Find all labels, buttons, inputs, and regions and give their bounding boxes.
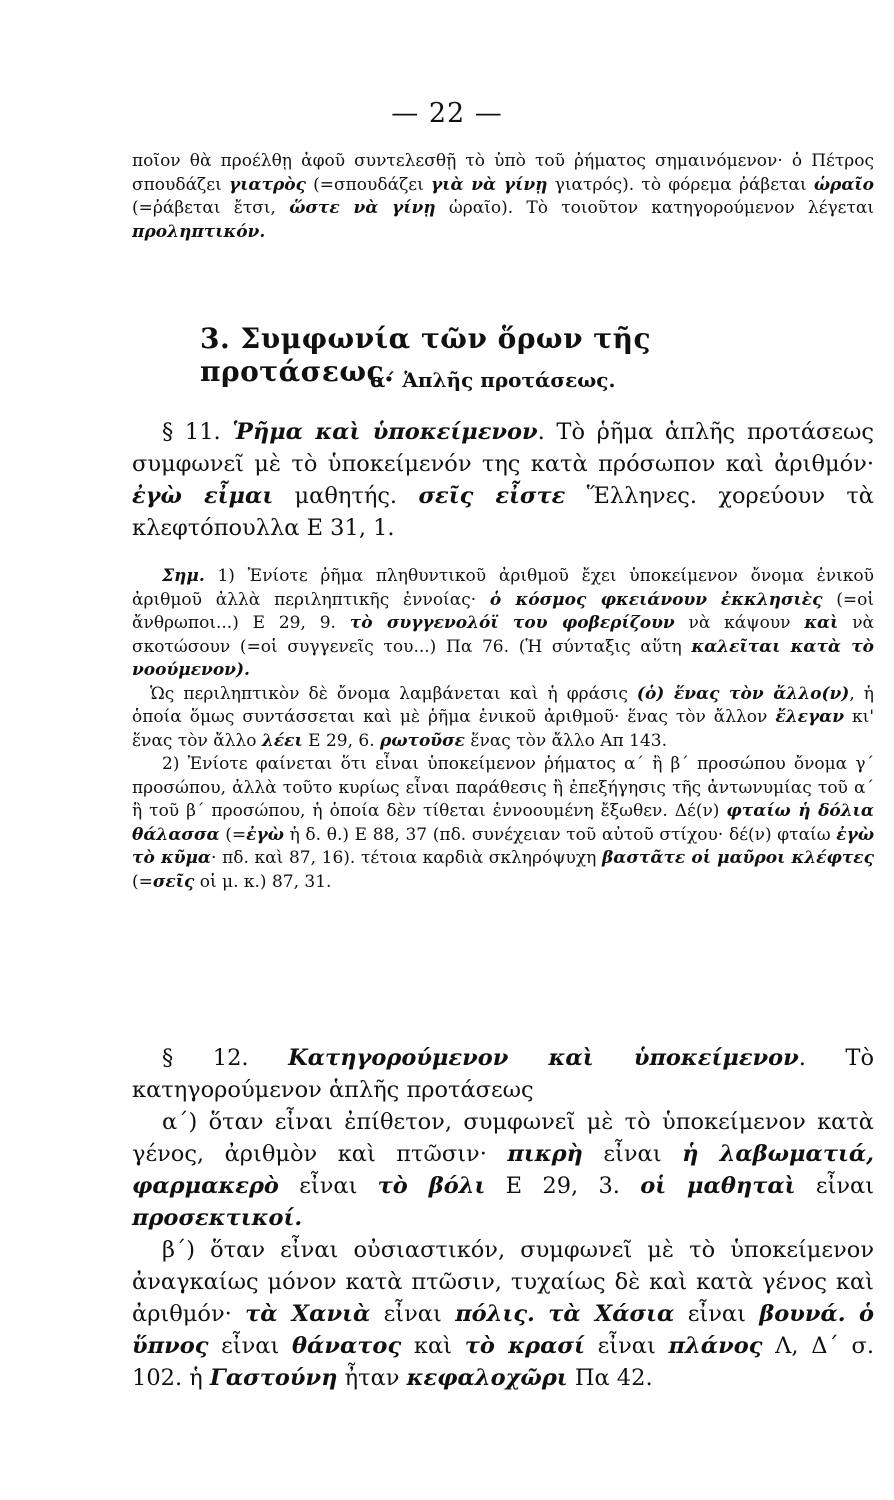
- section-mark: § 11.: [162, 419, 233, 445]
- text-run: εἶναι: [795, 1173, 875, 1199]
- paragraph-12-text: [132, 1042, 874, 1106]
- bold-phrase: πικρὴ: [507, 1141, 583, 1167]
- text-run: (=οἱ ἄνθρωποι...) Ε 29, 9.: [132, 589, 875, 633]
- bold-phrase: ρωτοῦσε: [380, 730, 465, 751]
- text-run: Λ, Δ΄ σ. 102. ἡ: [132, 1333, 875, 1391]
- text-run: · πδ. καὶ 87, 16). τέτοια καρδιὰ σκληρόψυχη: [211, 848, 603, 868]
- text-run: ἡ δ. θ.) Ε 88, 37 (πδ. συνέχειαν τοῦ αὐτοῦ στίχου· δέ(ν) φταίω: [283, 824, 837, 845]
- bold-phrase: καλεῖται κατὰ τὸ νοούμενον).: [132, 636, 874, 680]
- text-run: [846, 1301, 859, 1327]
- text-run: 2) Ἐνίοτε φαίνεται ὅτι εἶναι ὑποκείμενον ῥήματος α΄ ἢ β΄ προσώπου ὄνομα γ΄ προσώπου, ἀλλὰ τοῦτο κυρίως εἶναι παράθεσις ἢ ἐπεξήγησις τῆς ἀντωνυμίας τοῦ α΄ ἢ τοῦ β΄ προσώπου, ἡ ὁποία δὲν τίθεται ἐννοουμένη ἔξωθεν. Δέ(ν): [132, 754, 874, 821]
- text-run: Πα 42.: [567, 1365, 653, 1391]
- text-run: εἶναι: [674, 1301, 760, 1327]
- bold-phrase: πόλις.: [455, 1301, 535, 1327]
- text-run: [707, 590, 721, 610]
- bold-phrase: οἱ μαθηταὶ: [640, 1173, 796, 1199]
- text-run: (=: [132, 871, 153, 892]
- text-run: Ε 29, 3.: [485, 1173, 641, 1199]
- bold-phrase: ἐκκλησιὲς: [720, 589, 823, 610]
- text-run: μαθητής.: [273, 483, 419, 509]
- bold-phrase: τὰ Χάσια: [548, 1301, 675, 1327]
- text-run: (=: [219, 824, 247, 845]
- note-2: [132, 753, 874, 894]
- bold-phrase: τὰ Χανιὰ: [245, 1301, 371, 1327]
- bold-phrase: σεῖς εἶστε: [418, 483, 566, 509]
- text-run: νὰ κάψουν: [674, 613, 805, 633]
- bold-phrase: ἡ λαβωματιά, φαρμακερὸ: [132, 1141, 875, 1199]
- bold-phrase: ὁ ὕπνος: [132, 1301, 874, 1359]
- bold-phrase: ὁ κόσμος φκειάνουν: [489, 589, 708, 610]
- paragraph-12-b: [132, 1234, 874, 1394]
- text-run: ἦταν: [337, 1365, 407, 1391]
- bold-phrase: κεφαλοχῶρι: [406, 1365, 568, 1391]
- text-run: κι' ἕνας τὸν ἄλλο: [132, 707, 875, 751]
- text-run: β΄) ὅταν εἶναι οὐσιαστικόν, συμφωνεῖ μὲ τὸ ὑποκείμενον ἀναγκαίως μόνον κατὰ πτῶσιν, τυχαίως δὲ καὶ κατὰ γένος καὶ ἀριθμόν·: [132, 1237, 874, 1327]
- bold-phrase: τὸ κρασί: [464, 1333, 585, 1359]
- page-number: — 22 —: [391, 98, 503, 129]
- intro-text: [132, 150, 874, 244]
- text-run: (=σπουδάζει: [305, 174, 431, 195]
- bold-phrase: Κατηγορούμενον καὶ ὑποκείμενον: [288, 1045, 799, 1071]
- text-run: εἶναι: [584, 1333, 669, 1359]
- intro-paragraph: [132, 150, 874, 244]
- paragraph-11-text: [132, 416, 874, 544]
- text-run: . Τὸ ῥῆμα ἁπλῆς προτάσεως συμφωνεῖ μὲ τὸ ὑποκείμενόν της κατὰ πρόσωπον καὶ ἀριθμόν·: [132, 419, 874, 477]
- text-run: γιατρός). τὸ φόρεμα ῥάβεται: [547, 174, 814, 195]
- notes-block: [132, 565, 874, 894]
- note-1b: [132, 683, 874, 754]
- text-run: ποῖον θὰ προέλθῃ ἀφοῦ συντελεσθῇ τὸ ὑπὸ τοῦ ῥήματος σημαινόμενον· ὁ Πέτρος σπουδάζει: [132, 151, 874, 195]
- section-subheading: α΄ Ἁπλῆς προτάσεως.: [370, 368, 616, 392]
- text-run: εἶναι: [582, 1141, 683, 1167]
- text-run: (=ῥάβεται ἔτσι,: [132, 198, 290, 218]
- section-heading: 3. Συμφωνία τῶν ὅρων τῆς προτάσεως.: [200, 322, 652, 388]
- bold-phrase: προληπτικόν.: [132, 221, 266, 242]
- bold-phrase: φταίω ἡ δόλια θάλασσα: [132, 801, 874, 845]
- bold-phrase: ἐγὼ τὸ κῦμα: [132, 824, 875, 868]
- note-1: [132, 565, 874, 683]
- bold-phrase: ἐγὼ εἶμαι: [132, 483, 274, 509]
- bold-phrase: βουνά.: [759, 1301, 846, 1327]
- text-run: α΄) ὅταν εἶναι ἐπίθετον, συμφωνεῖ μὲ τὸ ὑποκείμενον κατὰ γένος, ἀριθμὸν καὶ πτῶσιν·: [132, 1109, 874, 1167]
- bold-phrase: ὡραῖο: [813, 174, 874, 195]
- text-run: , ἡ ὁποία ὅμως συντάσσεται καὶ μὲ ῥῆμα ἑνικοῦ ἀριθμοῦ· ἕνας τὸν ἄλλον: [132, 683, 874, 727]
- bold-phrase: καὶ: [804, 613, 839, 633]
- bold-phrase: Ῥῆμα καὶ ὑποκείμενον: [232, 419, 538, 445]
- bold-phrase: πλάνος: [668, 1333, 763, 1359]
- bold-phrase: ὥστε νὰ γίνῃ: [289, 198, 436, 218]
- text-run: 1) Ἐνίοτε ῥῆμα πληθυντικοῦ ἀριθμοῦ ἔχει ὑποκείμενον ὄνομα ἑνικοῦ ἀριθμοῦ ἀλλὰ περιληπτικῆς ἐννοίας·: [132, 566, 874, 610]
- bold-phrase: προσεκτικοί.: [132, 1205, 303, 1231]
- text-run: ὡραῖο). Τὸ τοιοῦτον κατηγορούμενον λέγεται: [435, 198, 875, 218]
- bold-phrase: γιατρὸς: [228, 174, 306, 195]
- paragraph-12-a: [132, 1106, 874, 1234]
- text-run: εἶναι: [208, 1333, 293, 1359]
- bold-phrase: Σημ.: [162, 566, 205, 586]
- paragraph-12: [132, 1042, 874, 1394]
- paragraph-11: [132, 416, 874, 544]
- text-run: . Τὸ κατηγορούμενον ἁπλῆς προτάσεως: [132, 1045, 874, 1103]
- bold-phrase: τὸ συγγενολόϊ του φοβερίζουν: [349, 613, 675, 633]
- text-run: Ε 29, 6.: [302, 730, 381, 751]
- bold-phrase: θάνατος: [292, 1333, 402, 1359]
- bold-phrase: Γαστούνη: [209, 1365, 338, 1391]
- text-run: [535, 1301, 548, 1327]
- text-run: Ὡς περιληπτικὸν δὲ ὄνομα λαμβάνεται καὶ ἡ φράσις: [150, 683, 637, 704]
- bold-phrase: βαστᾶτε οἱ μαῦροι κλέφτες: [602, 848, 874, 868]
- text-run: οἱ μ. κ.) 87, 31.: [194, 871, 332, 892]
- section-mark: § 12.: [162, 1045, 289, 1071]
- bold-phrase: ἔλεγαν: [775, 707, 845, 727]
- text-run: καὶ: [401, 1333, 465, 1359]
- text-run: εἶναι: [370, 1301, 456, 1327]
- bold-phrase: γιὰ νὰ γίνῃ: [431, 174, 548, 195]
- text-run: εἶναι: [278, 1173, 378, 1199]
- text-run: ἕνας τὸν ἄλλο Απ 143.: [464, 730, 667, 751]
- bold-phrase: τὸ βόλι: [377, 1173, 486, 1199]
- bold-phrase: (ὁ) ἕνας τὸν ἄλλο(ν): [636, 683, 850, 704]
- text-run: Ἕλληνες. χορεύουν τὰ κλεφτόπουλλα Ε 31, 1.: [132, 483, 874, 541]
- text-run: νὰ σκοτώσουν (=οἱ συγγενεῖς του...) Πα 76. (Ἡ σύνταξις αὕτη: [132, 613, 875, 657]
- bold-phrase: ἐγὼ: [246, 824, 284, 845]
- bold-phrase: σεῖς: [152, 871, 195, 892]
- bold-phrase: λέει: [261, 730, 303, 751]
